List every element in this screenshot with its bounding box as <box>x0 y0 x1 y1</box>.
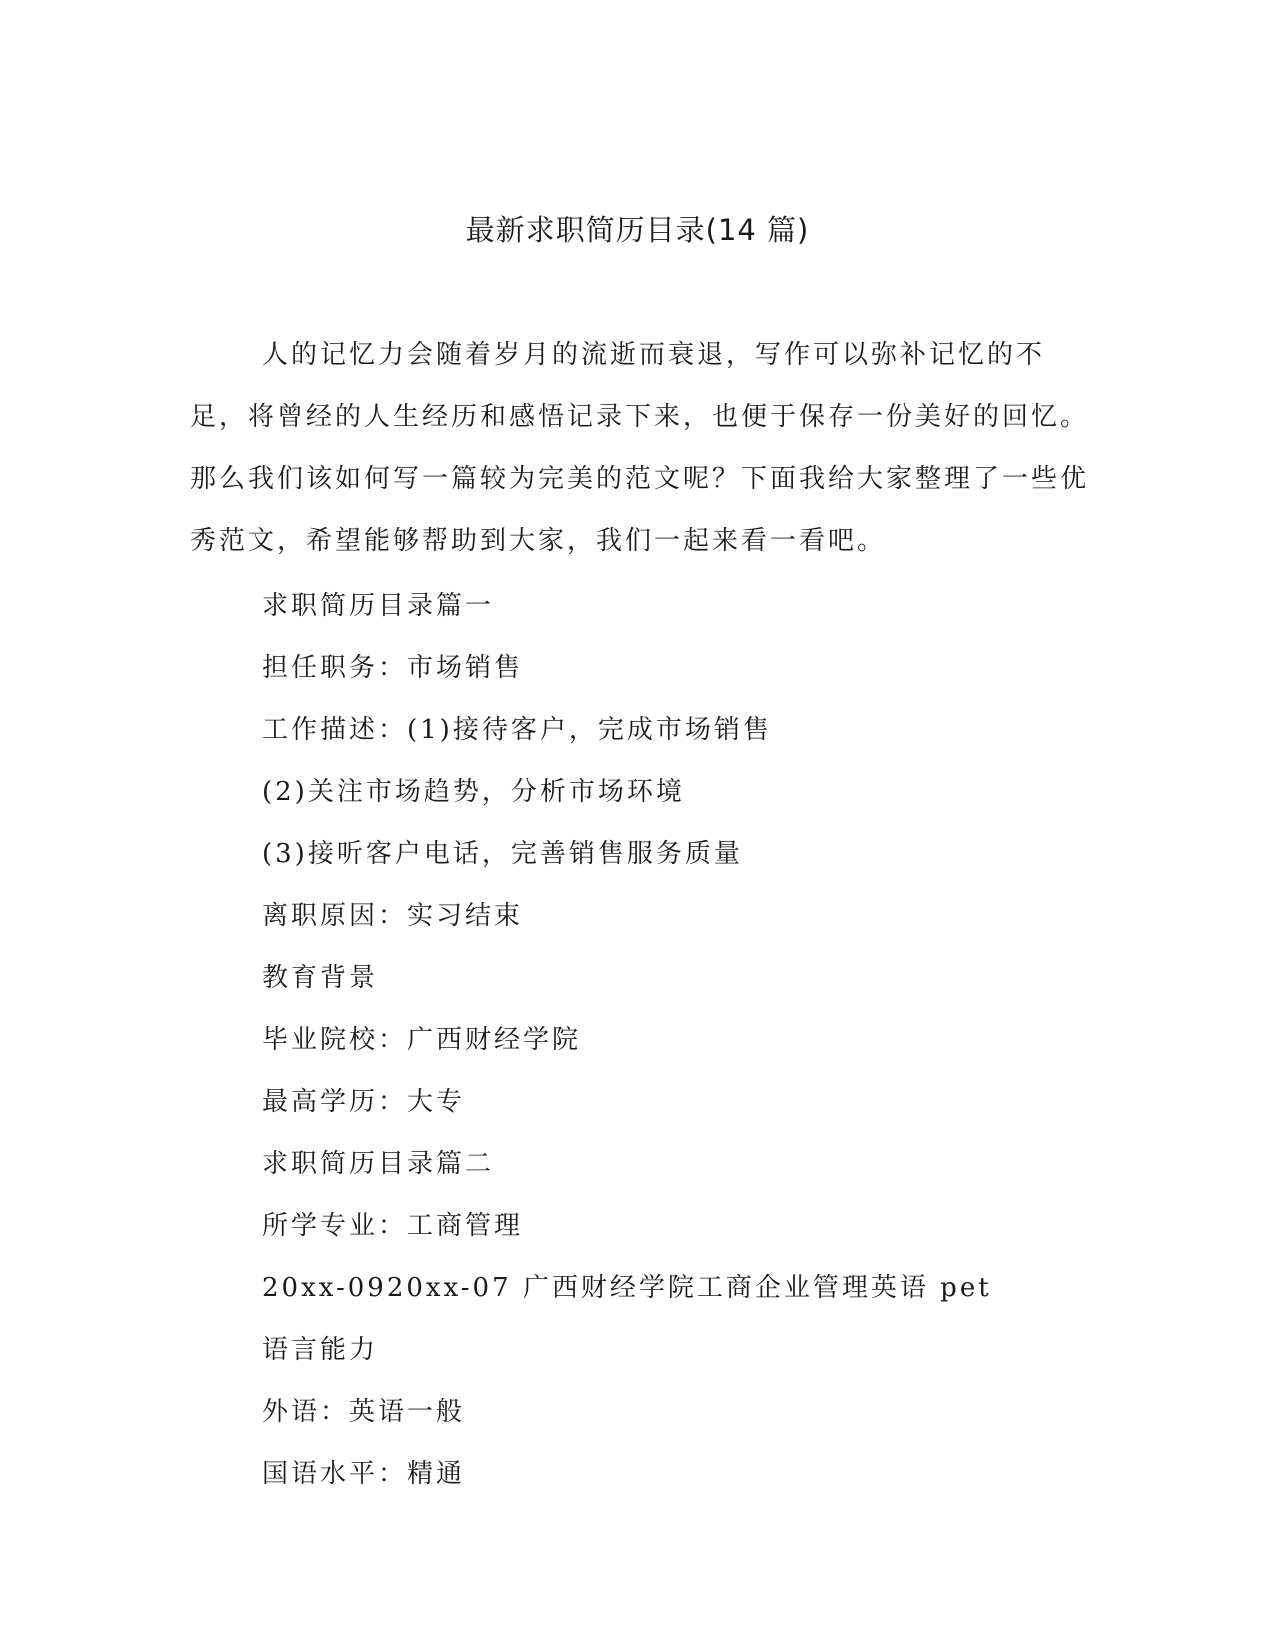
text-line: (2)关注市场趋势，分析市场环境 <box>262 777 685 807</box>
text-line: 所学专业：工商管理 <box>262 1211 524 1241</box>
section-heading-2: 求职简历目录篇二 <box>262 1149 495 1179</box>
text-line: 20xx-0920xx-07 广西财经学院工商企业管理英语 pet <box>262 1273 992 1303</box>
text-line: 语言能力 <box>262 1335 379 1365</box>
section-heading-1: 求职简历目录篇一 <box>262 591 495 621</box>
text-line: 工作描述：(1)接待客户，完成市场销售 <box>262 715 772 745</box>
text-line: 教育背景 <box>262 963 379 993</box>
text-line: 离职原因：实习结束 <box>262 901 524 931</box>
resume-lines <box>262 575 1082 1505</box>
document-title: 最新求职简历目录(14 篇) <box>465 213 810 247</box>
text-line: 最高学历：大专 <box>262 1087 466 1117</box>
text-line: 外语：英语一般 <box>262 1397 466 1427</box>
text-line: 国语水平：精通 <box>262 1459 466 1489</box>
text-line: 毕业院校：广西财经学院 <box>262 1025 582 1055</box>
text-line: 担任职务：市场销售 <box>262 653 524 683</box>
intro-paragraph: 人的记忆力会随着岁月的流逝而衰退，写作可以弥补记忆的不足，将曾经的人生经历和感悟记录下来，也便于保存一份美好的回忆。那么我们该如何写一篇较为完美的范文呢？下面我给大家整理了一些优秀范文，希望能够帮助到大家，我们一起来看一看吧。 <box>190 340 1090 556</box>
text-line: (3)接听客户电话，完善销售服务质量 <box>262 839 743 869</box>
